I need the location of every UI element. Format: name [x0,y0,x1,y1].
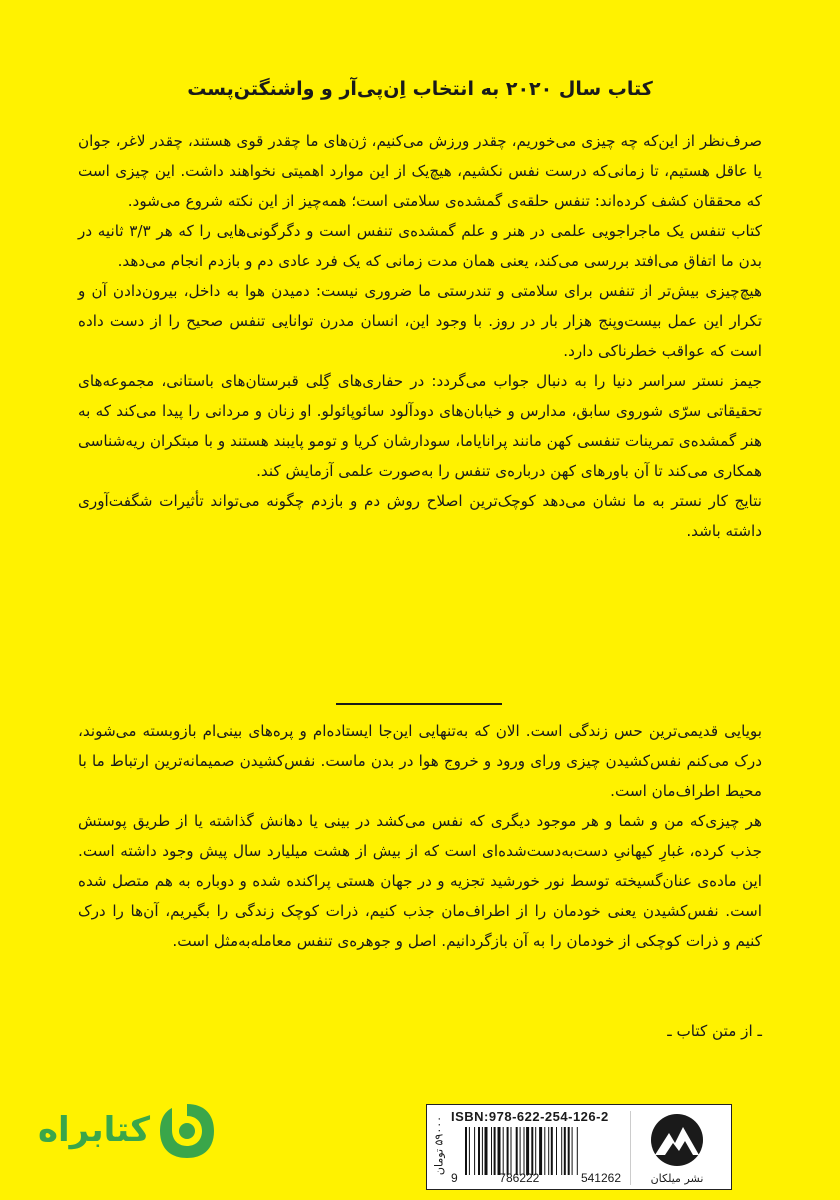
barcode-bar [539,1127,542,1175]
barcode-digits [451,1171,621,1185]
barcode-panel [426,1104,732,1190]
barcode-bar [561,1127,562,1175]
publisher-logo [630,1111,723,1185]
barcode-bar [511,1127,512,1175]
barcode-bar [498,1127,501,1175]
book-excerpt [78,716,762,956]
barcode-bar [474,1127,475,1175]
barcode-bar [516,1127,518,1175]
publisher-name: نشر میلکان [650,1172,704,1185]
barcode-bar [469,1127,470,1175]
section-divider [336,703,502,705]
barcode-bar [544,1127,545,1175]
barcode-digit-group: 9 [451,1171,458,1185]
barcode-bar [465,1127,467,1175]
barcode-digit-group: 541262 [580,1171,621,1185]
excerpt-paragraph: بویایی قدیمی‌ترین حس زندگی است. الان که به‌تنهایی این‌جا ایستاده‌ام و پره‌های بینی‌ام بازوبسته می‌شوند، درک می‌کنم نفس‌کشیدن چیزی ورای ورود و خروج هوا در بدن ماست. نفس‌کشیدن صمیمانه‌ترین ارتباط ما با محیط اطراف‌مان است. [78,722,762,800]
barcode-bar [551,1127,553,1175]
cover-headline: کتاب سال ۲۰۲۰ به انتخاب اِن‌پی‌آر و واشنگتن‌پست [187,78,653,100]
mountain-logo-icon [639,1113,715,1167]
blurb-paragraph: هیچ‌چیزی بیش‌تر از تنفس برای سلامتی و تندرستی ما ضروری نیست: دمیدن هوا به داخل، بیرون‌دادن آن و تکرار این عمل بیست‌وپنج هزار بار در روز. با وجود این، انسان مدرن توانایی تنفس صحیح را از دست داده است که عواقب خطرناکی دارد. [78,282,762,360]
blurb-paragraph: نتایج کار نستر به ما نشان می‌دهد کوچک‌ترین اصلاح روش دم و بازدم چگونه می‌تواند تأثیرات شگفت‌آوری داشته باشد. [78,492,762,540]
barcode-digit-group: 786222 [499,1171,540,1185]
price-label: ۵۹۰۰۰ تومان [432,1115,446,1176]
price-strip [431,1109,447,1185]
excerpt-paragraph: هر چیزی‌که من و شما و هر موجود دیگری که نفس می‌کشد در بینی یا دهانش گذاشته یا از طریق پوستش جذب کرده، غبارِ کیهانیِ دست‌به‌دست‌شده‌ای است که از بیش از هشت میلیارد سال پیش وجود داشته است. این ماده‌ی عنان‌گسیخته توسط نور خورشید تجزیه و در جهان هستی پراکنده شده و دوباره به هم متصل شده است. نفس‌کشیدن یعنی خودمان را از اطراف‌مان جذب کنیم، ذرات کوچک زندگی را بگیریم، آن‌ها را درک کنیم و ذرات کوچکی از خودمان را به آن بازگردانیم. اصل و جوهره‌ی تنفس معامله‌به‌مثل است. [78,812,762,950]
barcode-icon [465,1127,615,1175]
barcode-bar [572,1127,573,1175]
barcode-bar [577,1127,578,1175]
ketabrah-logo [38,1100,218,1162]
isbn-label: ISBN:978-622-254-126-2 [451,1109,609,1124]
barcode-bar [548,1127,549,1175]
barcode-bar [535,1127,536,1175]
barcode-bar [482,1127,483,1175]
excerpt-source: ـ از متن کتاب ـ [667,1022,762,1040]
barcode-bar [494,1127,496,1175]
barcode-bar [485,1127,488,1175]
leaf-book-icon [156,1100,218,1162]
barcode-bar [568,1127,570,1175]
barcode-bar [556,1127,557,1175]
barcode-bar [531,1127,533,1175]
barcode-bar [520,1127,521,1175]
blurb-paragraph: کتاب تنفس یک ماجراجویی علمی در هنر و علم گمشده‌ی تنفس است و دگرگونی‌هایی را که هر ۳/۳ ثانیه در بدن ما اتفاق می‌افتد بررسی می‌کند، یعنی همان مدت زمانی که یک فرد عادی دم و بازدم انجام می‌دهد. [78,222,762,270]
blurb-paragraph: جیمز نستر سراسر دنیا را به دنبال جواب می‌گردد: در حفاری‌های گِلی قبرستان‌های باستانی، مجموعه‌های تحقیقاتی سرّی شوروی سابق، مدارس و خیابان‌های دودآلود سائوپائولو. او زنان و مردانی را پیدا می‌کند که به هنر گمشده‌ی تمرینات تنفسی کهن مانند پرانایاما، سودارشان کریا و تومو پایبند هستند و با مبتکران ریه‌شناسی همکاری می‌کند تا آن باورهای کهن درباره‌ی تنفس را به‌صورت علمی آزمایش کند. [78,372,762,480]
barcode-bar [564,1127,566,1175]
barcode-bar [524,1127,525,1175]
barcode-bar [503,1127,504,1175]
logo-text: کتابراه [37,1110,150,1150]
barcode-bar [526,1127,529,1175]
barcode-bar [491,1127,492,1175]
book-blurb [78,126,762,546]
blurb-paragraph: صرف‌نظر از این‌که چه چیزی می‌خوریم، چقدر ورزش می‌کنیم، ژن‌های ما چقدر قوی هستند، چقدر لاغر، جوان یا عاقل هستیم، تا زمانی‌که درست نفس نکشیم، هیچ‌یک از این موارد اهمیتی نخواهند داشت. این چیزی است که محققان کشف کرده‌اند: تنفس حلقه‌ی گمشده‌ی سلامتی است؛ همه‌چیز از این نکته شروع می‌شود. [78,132,762,210]
barcode-bar [478,1127,480,1175]
barcode-bar [507,1127,509,1175]
